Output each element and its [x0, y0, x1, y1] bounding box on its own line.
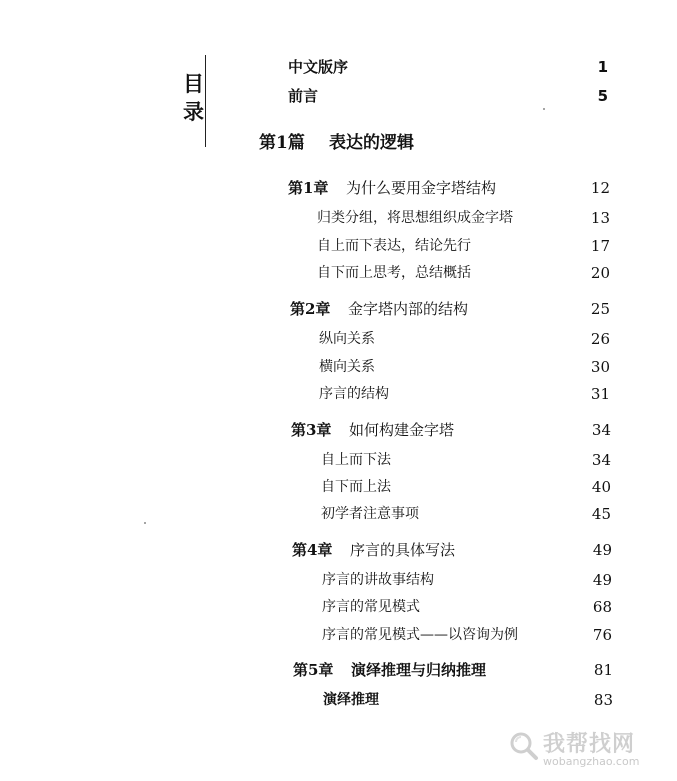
chapter-number: 第4章 — [292, 541, 333, 559]
toc-entry-section[interactable] — [321, 449, 611, 471]
entry-page: 49 — [592, 541, 612, 559]
section-title: 自下而上法 — [321, 479, 391, 495]
chapter-title: 金字塔内部的结构 — [348, 300, 469, 318]
toc-entry-section[interactable] — [319, 383, 610, 405]
toc-entry-front-1[interactable] — [288, 56, 608, 78]
entry-page: 68 — [592, 598, 612, 616]
section-title: 序言的结构 — [319, 386, 389, 402]
toc-entry-section[interactable] — [317, 262, 610, 284]
entry-page: 40 — [591, 478, 611, 496]
section-title: 自下而上思考，总结概括 — [317, 265, 471, 281]
toc-entry-section[interactable] — [322, 596, 612, 618]
chapter-number: 第1章 — [288, 179, 329, 197]
section-title: 归类分组，将思想组织成金字塔 — [317, 210, 513, 226]
toc-entry-section[interactable] — [321, 503, 611, 525]
toc-entry-section[interactable] — [322, 569, 612, 591]
chapter-title: 序言的具体写法 — [350, 541, 456, 559]
chapter-number: 第3章 — [291, 421, 332, 439]
toc-entry-section[interactable] — [317, 235, 610, 257]
entry-page: 12 — [590, 179, 610, 197]
magnifier-icon — [509, 731, 539, 761]
entry-title: 前言 — [288, 87, 319, 105]
entry-page: 25 — [590, 300, 610, 318]
chapter-number: 第5章 — [293, 661, 334, 679]
chapter-title: 为什么要用金字塔结构 — [346, 179, 497, 197]
toc-entry-chapter-2[interactable] — [290, 298, 610, 320]
entry-page: 31 — [590, 385, 610, 403]
section-title: 自上而下表达，结论先行 — [317, 238, 471, 254]
entry-page: 81 — [593, 661, 613, 679]
toc-heading-char-1: 目 — [183, 72, 204, 96]
section-title: 横向关系 — [319, 359, 375, 375]
scan-speck — [543, 108, 545, 110]
chapter-title: 演绎推理与归纳推理 — [351, 661, 487, 679]
entry-page: 1 — [597, 58, 608, 76]
toc-entry-section[interactable] — [319, 356, 610, 378]
section-title: 纵向关系 — [319, 331, 375, 347]
chapter-title: 如何构建金字塔 — [349, 421, 455, 439]
entry-page: 17 — [590, 237, 610, 255]
chapter-number: 第2章 — [290, 300, 331, 318]
toc-entry-section[interactable] — [322, 624, 612, 646]
toc-entry-chapter-5[interactable] — [293, 659, 613, 681]
section-title: 自上而下法 — [321, 452, 391, 468]
toc-entry-section[interactable] — [317, 207, 610, 229]
entry-page: 34 — [591, 421, 611, 439]
toc-heading-char-2: 录 — [183, 100, 204, 124]
entry-page: 20 — [590, 264, 610, 282]
section-title: 序言的常见模式 — [322, 599, 420, 615]
entry-page: 26 — [590, 330, 610, 348]
entry-page: 83 — [593, 691, 613, 709]
entry-page: 76 — [592, 626, 612, 644]
entry-page: 45 — [591, 505, 611, 523]
toc-entry-section[interactable] — [319, 328, 610, 350]
part-number: 第1篇 — [259, 133, 305, 153]
entry-page: 49 — [592, 571, 612, 589]
section-title: 初学者注意事项 — [321, 506, 419, 522]
section-title: 序言的常见模式——以咨询为例 — [322, 627, 518, 643]
toc-entry-chapter-1[interactable] — [288, 177, 610, 199]
toc-entry-chapter-3[interactable] — [291, 419, 611, 441]
entry-page: 13 — [590, 209, 610, 227]
entry-page: 30 — [590, 358, 610, 376]
entry-page: 34 — [591, 451, 611, 469]
part-title: 表达的逻辑 — [329, 133, 414, 153]
section-title: 序言的讲故事结构 — [322, 572, 434, 588]
watermark-url: wobangzhao.com — [543, 755, 640, 768]
entry-page: 5 — [597, 87, 608, 105]
entry-title: 中文版序 — [288, 58, 349, 76]
scan-speck — [144, 522, 146, 524]
watermark-brand: 我帮找网 — [543, 732, 636, 757]
toc-entry-section[interactable] — [321, 476, 611, 498]
toc-entry-chapter-4[interactable] — [292, 539, 612, 561]
toc-entry-front-2[interactable] — [288, 85, 608, 107]
section-title: 演绎推理 — [323, 692, 379, 708]
toc-entry-section[interactable] — [323, 689, 613, 711]
part-heading[interactable] — [259, 132, 559, 154]
heading-divider — [205, 55, 206, 147]
watermark — [509, 727, 669, 773]
